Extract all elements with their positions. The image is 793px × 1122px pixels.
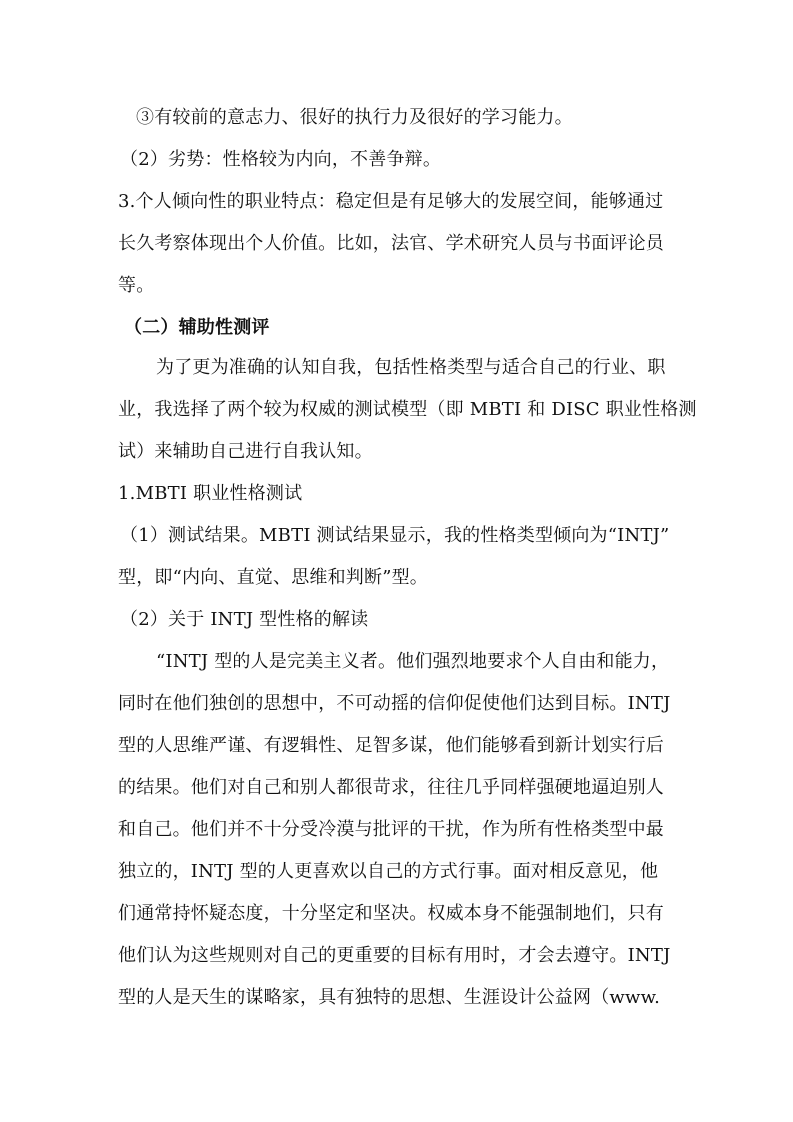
intj-interpretation-heading: （2）关于 INTJ 型性格的解读 (120, 609, 369, 630)
intro-paragraph-line-3: 试）来辅助自己进行自我认知。 (118, 441, 373, 462)
intj-paragraph-line-2: 同时在他们独创的思想中，不可动摇的信仰促使他们达到目标。INTJ (118, 693, 671, 714)
section-heading: （二）辅助性测评 (124, 317, 270, 338)
mbti-result-line-1: （1）测试结果。MBTI 测试结果显示，我的性格类型倾向为“INTJ” (120, 525, 670, 546)
intro-paragraph-line-2: 业，我选择了两个较为权威的测试模型（即 MBTI 和 DISC 职业性格测 (118, 399, 697, 420)
weakness-line: （2）劣势：性格较为内向，不善争辩。 (120, 149, 442, 170)
intj-paragraph-line-3: 型的人思维严谨、有逻辑性、足智多谋，他们能够看到新计划实行后 (118, 735, 664, 756)
intj-paragraph-line-8: 他们认为这些规则对自己的更重要的目标有用时，才会去遵守。INTJ (118, 945, 671, 966)
intj-paragraph-line-4: 的结果。他们对自己和别人都很苛求，往往几乎同样强硬地逼迫别人 (118, 777, 664, 798)
intj-paragraph-line-1: “INTJ 型的人是完美主义者。他们强烈地要求个人自由和能力， (156, 651, 670, 672)
mbti-result-line-2: 型，即“内向、直觉、思维和判断”型。 (118, 567, 429, 588)
career-trait-line-3: 等。 (118, 275, 155, 296)
strength-item-3: ③有较前的意志力、很好的执行力及很好的学习能力。 (136, 107, 573, 128)
mbti-subheading: 1.MBTI 职业性格测试 (118, 483, 303, 504)
career-trait-line-2: 长久考察体现出个人价值。比如，法官、学术研究人员与书面评论员 (118, 233, 664, 254)
career-trait-line-1: 3.个人倾向性的职业特点：稳定但是有足够大的发展空间，能够通过 (118, 191, 664, 212)
intro-paragraph-line-1: 为了更为准确的认知自我，包括性格类型与适合自己的行业、职 (156, 357, 666, 378)
intj-paragraph-line-9: 型的人是天生的谋略家，具有独特的思想、生涯设计公益网（www. (118, 987, 661, 1008)
intj-paragraph-line-6: 独立的，INTJ 型的人更喜欢以自己的方式行事。面对相反意见，他 (118, 861, 659, 882)
intj-paragraph-line-5: 和自己。他们并不十分受冷漠与批评的干扰，作为所有性格类型中最 (118, 819, 664, 840)
intj-paragraph-line-7: 们通常持怀疑态度，十分坚定和坚决。权威本身不能强制地们，只有 (118, 903, 664, 924)
